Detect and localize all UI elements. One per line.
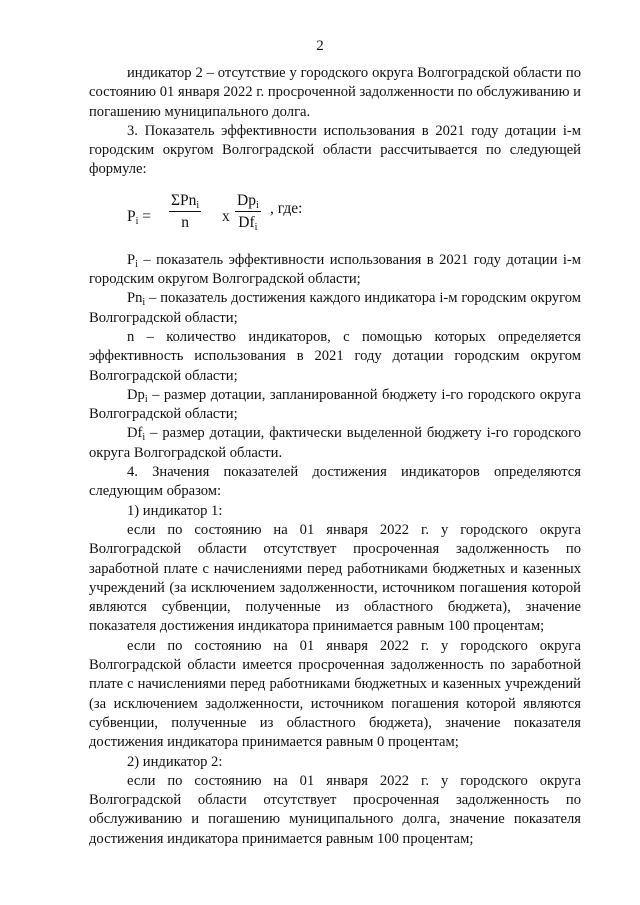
definition: $Df_i$ – размер дотации, фактически выделенной бюджету i-го городского округа Волгоградской области.	[89, 425, 581, 461]
formula-tail: , где:	[270, 199, 303, 217]
definition: $P_i$ – показатель эффективности использования в 2021 году дотации i-м городским округом Волгоградской области;	[89, 251, 581, 288]
definition: n – количество индикаторов, с помощью которых определяется эффективность использования в 2021 году дотации городским округом Волгоградской области;	[89, 328, 581, 384]
paragraph: 2) индикатор 2:	[127, 753, 223, 770]
paragraph: если по состоянию на 01 января 2022 г. у городского округа Волгоградской области отсутствует просроченная задолженность по заработной плате с начислениями перед работниками бюджетных и казенных учреждений (за исключением задолженности, источником погашения которой являются субвенции, полученные из областного бюджета), значение показателя достижения индикатора принимается равным 100 процентам;	[89, 521, 581, 635]
paragraph: 4. Значения показателей достижения индикаторов определяются следующим образом:	[89, 464, 581, 500]
definition: $Dp_i$ – размер дотации, запланированной бюджету i-го городского округа Волгоградской области;	[89, 386, 581, 423]
paragraph: если по состоянию на 01 января 2022 г. у городского округа Волгоградской области отсутствует просроченная задолженность по обслуживанию и погашению муниципального долга, значение показателя достижения индикатора принимается равным 100 процентам;	[89, 772, 581, 847]
paragraph: 3. Показатель эффективности использования в 2021 году дотации i-м городским округом Волгоградской области рассчитывается по следующей формуле:	[89, 122, 581, 178]
paragraph: если по состоянию на 01 января 2022 г. у городского округа Волгоградской области имеется просроченная задолженность по заработной плате с начислениями перед работниками бюджетных и казенных учреждений (за исключением задолженности, источником погашения которой являются субвенции, полученные из областного бюджета), значение показателя достижения индикатора принимается равным 0 процентам;	[89, 637, 581, 751]
formula-lhs: $P_i$ =	[127, 207, 152, 227]
paragraph: индикатор 2 – отсутствие у городского округа Волгоградской области по состоянию 01 января 2022 г. просроченной задолженности по обслуживанию и погашению муниципального долга.	[89, 65, 581, 120]
paragraph: 1) индикатор 1:	[127, 502, 223, 519]
page-number: 2	[316, 38, 324, 54]
fraction-numerator: $Dp_i$	[237, 191, 259, 211]
fraction-denominator: $Df_i$	[238, 213, 258, 233]
multiply-sign: x	[222, 207, 230, 225]
formula	[89, 189, 581, 245]
document-body	[89, 64, 581, 849]
definition: $Pn_i$ – показатель достижения каждого индикатора i-м городским округом Волгоградской области;	[89, 290, 581, 326]
fraction-denominator: n	[181, 213, 189, 231]
fraction-numerator: ΣPn$_i$	[171, 191, 200, 211]
fraction-sum-over-n	[169, 191, 201, 234]
fraction-dp-over-df	[235, 191, 261, 234]
